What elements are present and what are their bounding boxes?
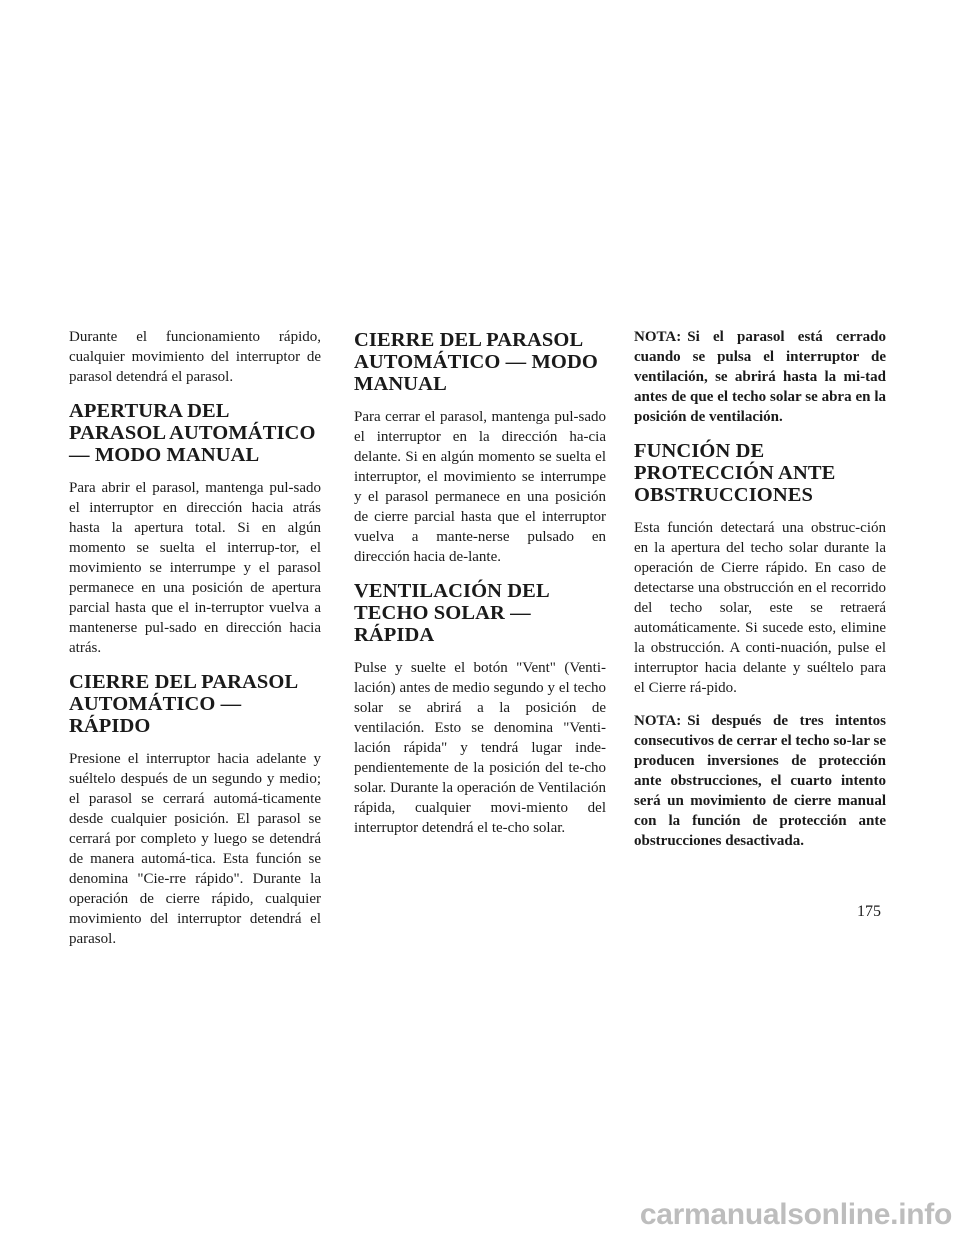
heading-pinch-protect: FUNCIÓN DE PROTECCIÓN ANTE OBSTRUCCIONES (634, 440, 836, 506)
heading-sunshade-close-express: CIERRE DEL PARASOL AUTOMÁTICO — RÁPIDO (69, 671, 298, 737)
paragraph-sunshade-close-manual: Para cerrar el parasol, mantenga pul-sado el interruptor en la dirección ha-cia delante. Si en algún momento se suelta el interruptor, el movimiento se interrumpe y el parasol permanece en una posición de cierre parcial hasta que el interruptor vuelva a mante-nerse pulsado en dirección hacia de-lante. (354, 409, 606, 565)
column-3 (634, 327, 886, 864)
paragraph-quick-operation: Durante el funcionamiento rápido, cualquier movimiento del interruptor de parasol detendrá el parasol. (69, 329, 321, 385)
watermark: carmanualsonline.info (639, 1198, 952, 1231)
note-pinch-protect-disabled (634, 711, 886, 851)
paragraph-sunshade-open-manual: Para abrir el parasol, mantenga pul-sado el interruptor en dirección hacia atrás hasta la apertura total. Si en algún momento se suelta el interrup-tor, el movimiento se interrumpe y el parasol permanece en una posición de apertura parcial hasta que el in-terruptor vuelva a mantenerse pul-sado en dirección hacia atrás. (69, 480, 321, 656)
page-number: 175 (857, 903, 881, 920)
column-1 (69, 327, 321, 962)
heading-sunshade-open-manual: APERTURA DEL PARASOL AUTOMÁTICO — MODO MANUAL (69, 400, 316, 466)
note-vent-sunshade (634, 327, 886, 427)
paragraph-sunshade-close-express: Presione el interruptor hacia adelante y suéltelo después de un segundo y medio; el parasol se cerrará automá-ticamente desde cualquier posición. El parasol se cerrará por completo y luego se detendrá de manera automá-tica. Esta función se denomina "Cie-rre rápido". Durante la operación de cierre rápido, cualquier movimiento del interruptor detendrá el parasol. (69, 751, 321, 947)
paragraph-pinch-protect: Esta función detectará una obstruc-ción en la apertura del techo solar durante la operación de Cierre rápido. En caso de detectarse una obstrucción en el recorrido del techo solar, este se retraerá automáticamente. Si sucede esto, elimine la obstrucción. A conti-nuación, pulse el interruptor hacia delante y suéltelo para el Cierre rá-pido. (634, 520, 886, 696)
note-label: NOTA: (634, 329, 682, 345)
heading-sunshade-close-manual: CIERRE DEL PARASOL AUTOMÁTICO — MODO MANUAL (354, 329, 598, 395)
note-text: Si después de tres intentos consecutivos de cerrar el techo so-lar se producen inversiones de protección ante obstrucciones, el cuarto intento será un movimiento de cierre manual con la función de protección ante obstrucciones desactivada. (634, 713, 886, 849)
note-text: Si el parasol está cerrado cuando se pulsa el interruptor de ventilación, se abrirá hasta la mi-tad antes de que el techo solar se abra en la posición de ventilación. (634, 329, 886, 425)
heading-sunroof-vent-express: VENTILACIÓN DEL TECHO SOLAR — RÁPIDA (354, 580, 549, 646)
paragraph-sunroof-vent-express: Pulse y suelte el botón "Vent" (Venti-lación) antes de medio segundo y el techo solar se abrirá a la posición de ventilación. Esto se denomina "Venti-lación rápida" y tendrá lugar inde-pendientemente de la posición del te-cho solar. Durante la operación de Ventilación rápida, cualquier movi-miento del interruptor detendrá el te-cho solar. (354, 660, 606, 836)
note-label: NOTA: (634, 713, 682, 729)
column-2 (354, 327, 606, 851)
